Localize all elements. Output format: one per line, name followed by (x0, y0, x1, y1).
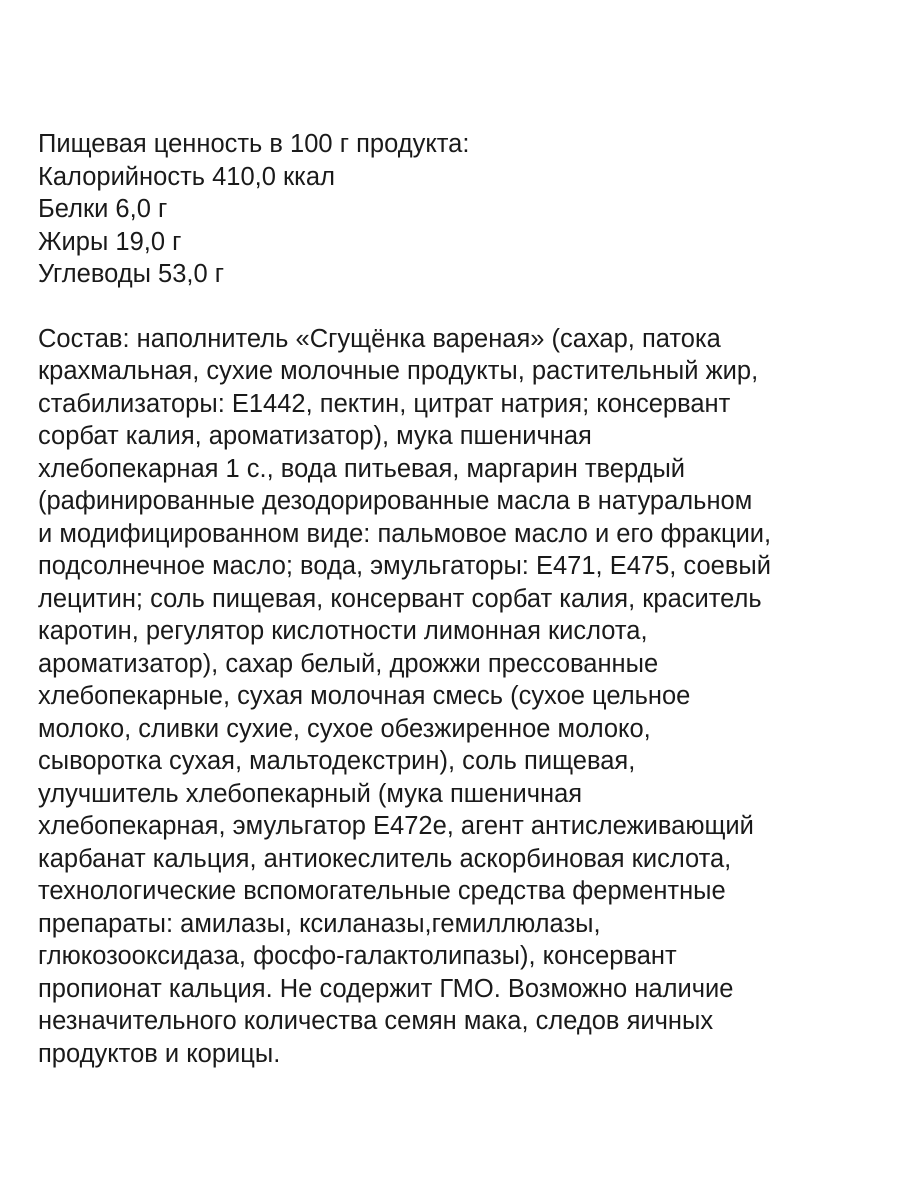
composition-line: улучшитель хлебопекарный (мука пшеничная (38, 779, 583, 808)
composition-line: хлебопекарная 1 с., вода питьевая, маргарин твердый (38, 454, 686, 483)
composition-line: подсолнечное масло; вода, эмульгаторы: Е471, Е475, соевый (38, 552, 771, 580)
composition-line: глюкозооксидаза, фосфо-галактолипазы), консервант (38, 942, 677, 970)
composition-line: хлебопекарные, сухая молочная смесь (сухое цельное (38, 682, 691, 710)
composition-line: каротин, регулятор кислотности лимонная кислота, (38, 617, 648, 645)
composition-line: молоко, сливки сухие, сухое обезжиренное молоко, (38, 714, 651, 743)
composition-line: незначительного количества семян мака, следов яичных (38, 1007, 714, 1035)
nutrition-protein: Белки 6,0 г (38, 195, 168, 223)
composition-line: продуктов и корицы. (38, 1039, 281, 1068)
composition-line: карбанат кальция, антиокеслитель аскорбиновая кислота, (38, 844, 732, 873)
composition-line: сыворотка сухая, мальтодекстрин), соль пищевая, (38, 747, 636, 775)
composition-line: лецитин; соль пищевая, консервант сорбат калия, краситель (38, 584, 762, 613)
nutrition-heading: Пищевая ценность в 100 г продукта: (38, 130, 470, 158)
label-document (38, 128, 868, 1070)
composition-line: стабилизаторы: Е1442, пектин, цитрат натрия; консервант (38, 389, 731, 418)
nutrition-calories: Калорийность 410,0 ккал (38, 162, 335, 191)
composition-line: ароматизатор), сахар белый, дрожжи прессованные (38, 649, 659, 678)
composition-line: пропионат кальция. Не содержит ГМО. Возможно наличие (38, 974, 734, 1003)
composition-line: препараты: амилазы, ксиланазы,гемиллюлазы, (38, 909, 601, 938)
composition-text (38, 323, 868, 1071)
nutrition-carbs: Углеводы 53,0 г (38, 260, 225, 288)
composition-line: (рафинированные дезодорированные масла в натуральном (38, 487, 753, 515)
composition-line: сорбат калия, ароматизатор), мука пшеничная (38, 422, 592, 450)
composition-line: технологические вспомогательные средства ферментные (38, 877, 726, 905)
composition-line: и модифицированном виде: пальмовое масло и его фракции, (38, 519, 772, 548)
composition-line: Состав: наполнитель «Сгущёнка вареная» (сахар, патока (38, 324, 721, 353)
nutrition-facts (38, 128, 868, 291)
nutrition-fat: Жиры 19,0 г (38, 227, 182, 256)
composition-line: хлебопекарная, эмульгатор Е472е, агент антислеживающий (38, 812, 754, 840)
composition-line: крахмальная, сухие молочные продукты, растительный жир, (38, 357, 759, 385)
